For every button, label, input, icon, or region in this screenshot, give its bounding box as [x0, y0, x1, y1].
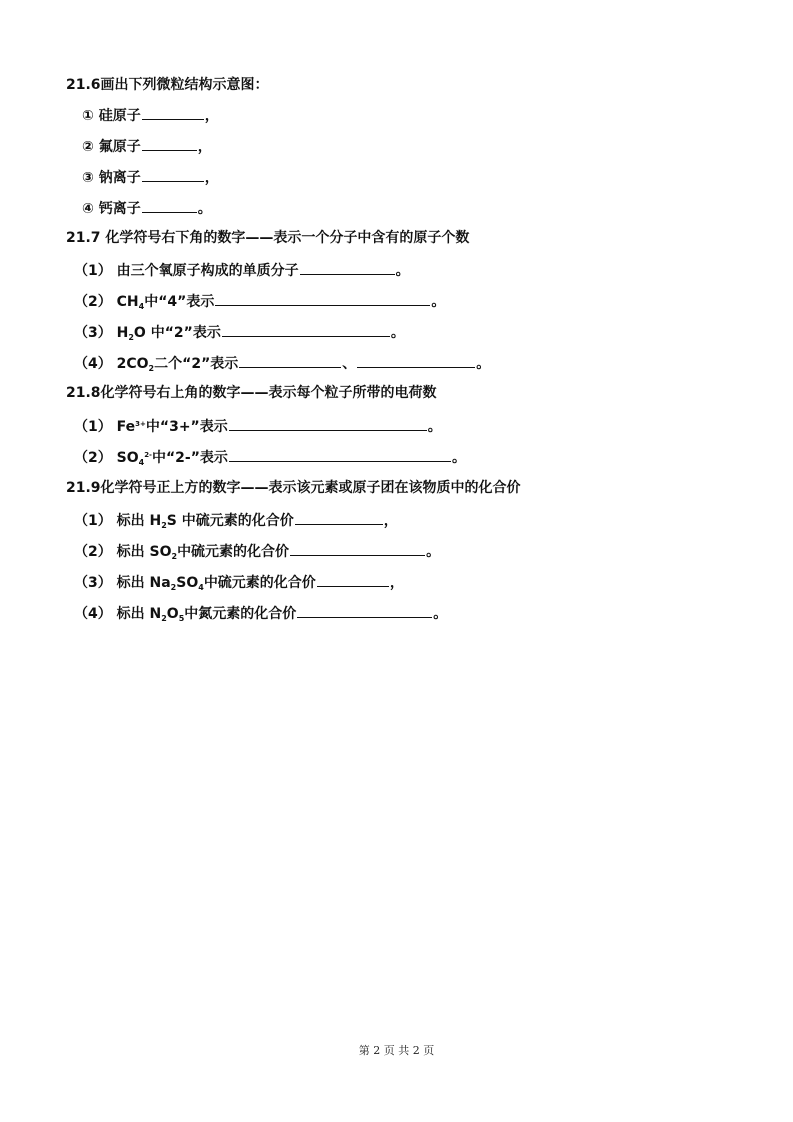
s217-q2: （2） $CH_4$中“4”表示 。	[74, 289, 445, 311]
s219-q3: （3） 标出 $Na_2SO_4$中硫元素的化合价 ，	[74, 570, 404, 592]
s219-q1: （1） 标出 $H_2S$ 中硫元素的化合价 ，	[74, 508, 398, 530]
answer-blank[interactable]	[222, 320, 390, 337]
answer-blank[interactable]	[229, 414, 427, 431]
s217-q4: （4） $2CO_2$二个“2”表示 、 。	[74, 351, 490, 373]
section-21-8-title: 21.8化学符号右上角的数字——表示每个粒子所带的电荷数	[66, 385, 437, 401]
answer-blank[interactable]	[142, 134, 197, 151]
section-21-7-title: 21.7 化学符号右下角的数字——表示一个分子中含有的原子个数	[66, 230, 470, 246]
s217-q1: （1） 由三个氧原子构成的单质分子 。	[74, 258, 410, 280]
s218-q1: （1） $Fe^{3+}$中“3+”表示 。	[74, 413, 442, 435]
answer-blank[interactable]	[142, 196, 197, 213]
answer-blank[interactable]	[297, 601, 432, 618]
answer-blank[interactable]	[142, 165, 204, 182]
answer-blank[interactable]	[300, 258, 395, 275]
s218-q2: （2） $SO_4^{2-}$中“2-”表示 。	[74, 444, 466, 466]
answer-blank[interactable]	[357, 351, 475, 368]
answer-blank[interactable]	[229, 445, 451, 462]
page-footer: 第 2 页 共 2 页	[358, 1044, 435, 1057]
s216-item-3: ③ 钠离子 ，	[82, 165, 219, 187]
answer-blank[interactable]	[317, 570, 389, 587]
answer-blank[interactable]	[142, 103, 204, 120]
answer-blank[interactable]	[239, 351, 341, 368]
s219-q2: （2） 标出 $SO_2$中硫元素的化合价 。	[74, 539, 440, 561]
s219-q4: （4） 标出 $N_2O_5$中氮元素的化合价 。	[74, 601, 447, 623]
answer-blank[interactable]	[295, 508, 383, 525]
section-21-6-title: 21.6画出下列微粒结构示意图：	[66, 77, 269, 93]
answer-blank[interactable]	[290, 539, 425, 556]
s216-item-2: ② 氟原子 ，	[82, 134, 212, 156]
answer-blank[interactable]	[215, 289, 430, 306]
s217-q3: （3） $H_2O$ 中“2”表示 。	[74, 320, 405, 342]
section-21-9-title: 21.9化学符号正上方的数字——表示该元素或原子团在该物质中的化合价	[66, 480, 521, 496]
s216-item-1: ① 硅原子 ，	[82, 103, 219, 125]
s216-item-4: ④ 钙离子 。	[82, 196, 212, 218]
